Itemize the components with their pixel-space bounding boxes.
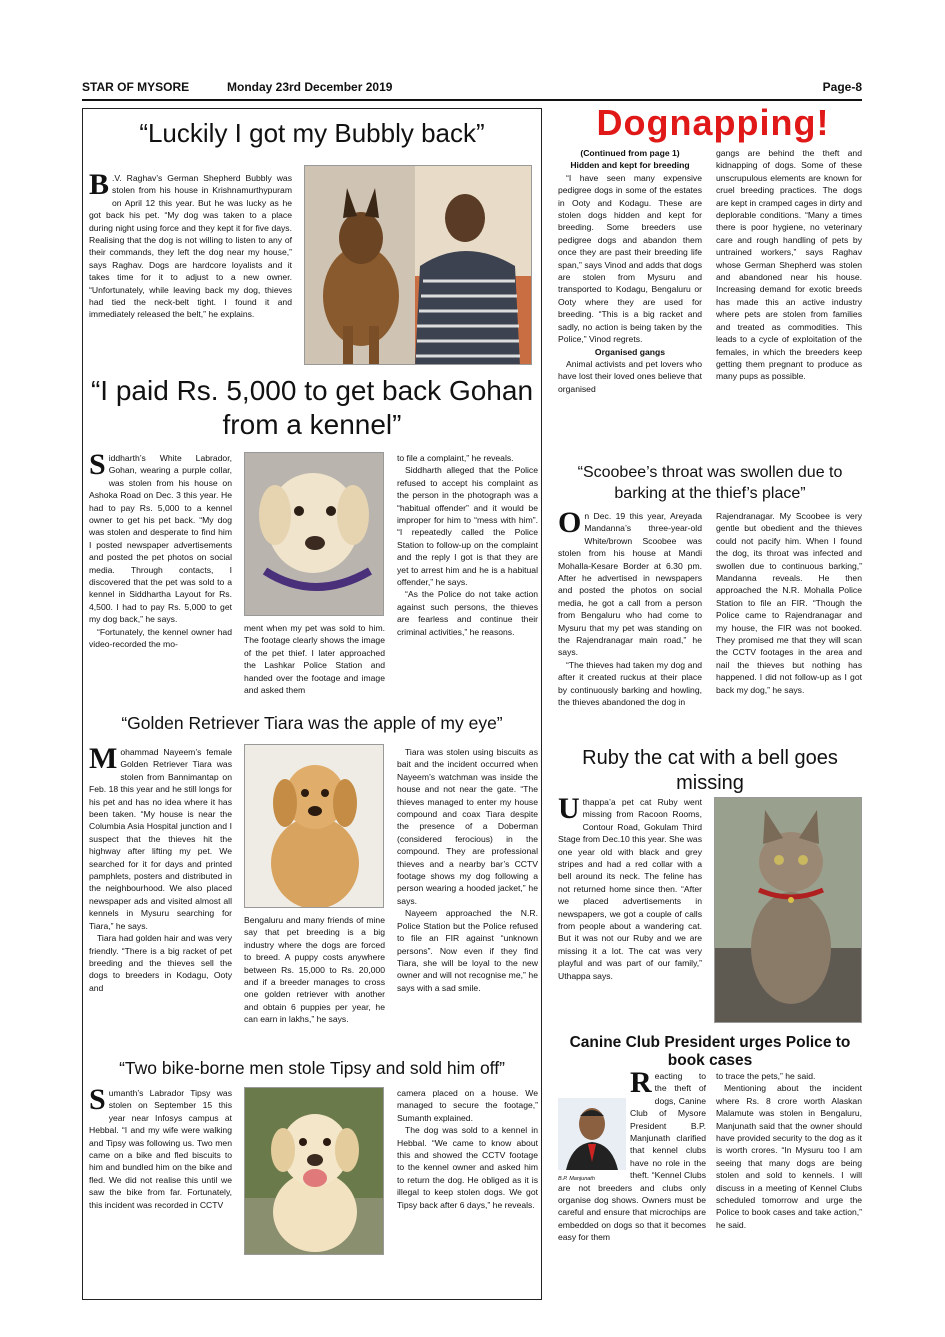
ruby-dropcap: U — [558, 792, 580, 825]
continued-label: (Continued from page 1) — [580, 148, 680, 158]
story2-col3-para3: “As the Police do not take action against such persons, the thieves are fearless and continue their criminal activities,” he reasons. — [397, 589, 538, 637]
story4-col3-para2: The dog was sold to a kennel in Hebbal. “We came to know about this and showed the CCTV footage to the kennel owner and asked him to return the dog. He obliged as it is illegal to keep stolen dogs. We got Tipsy back after 6 days,” he reveals. — [397, 1125, 538, 1210]
story2-col2-text: ment when my pet was sold to him. The footage clearly shows the image of the pet thief. I later approached the Lashkar Police Station and handed over the footage and image and asked them — [244, 623, 385, 696]
dognapping-subhead1: Hidden and kept for breeding — [570, 160, 690, 171]
canine-col2-para1: to trace the pets,” he said. — [716, 1071, 816, 1081]
story3-col1 — [89, 742, 232, 994]
dognapping-col1-para1: “I have seen many expensive pedigree dogs in some of the estates in Ooty and Kodagu. These are stolen dogs hidden and kept for breeding. Some breeders use pedigree dogs and abandon them once they are past their breeding life span,” says Vinod and adds that dogs are stolen from Mysuru and transported to Kodagu, Bengaluru or Ooty where they are used for breeding. “This is a big racket and sadly, no action is being taken by the Police,” Vinod regrets. — [558, 172, 702, 345]
story3-col2-text: Bengaluru and many friends of mine say that pet breeding is a big industry where the dogs are forced to breed. A puppy costs anywhere between Rs. 15,000 to Rs. 20,000 and if a breeder manages to cross one golden retriever with another and obtain 6 puppies per year, he can earn in lakhs,” he says. — [244, 915, 385, 1025]
dognapping-subhead2: Organised gangs — [594, 346, 666, 357]
scoobee-col1-para2: “The thieves had taken my dog and after it created ruckus at their place by continuously barking and howling, the thieves abandoned the dog in — [558, 659, 702, 708]
story4-col3-para1: camera placed on a house. We managed to secure the footage,” Sumanth explained. — [397, 1088, 538, 1123]
story3-col3-para1: Tiara was stolen using biscuits as bait and the incident occurred when Nayeem’s watchman was inside the house and not near the gate. “The thieves managed to enter my house compound and coax Tiara despite the presence of a Doberman (considered ferocious) in the compound. They are professional thieves and a nearby bar’s CCTV footage shows my dog following a person wearing a hooded jacket,” he says. — [397, 747, 538, 906]
masthead-rule — [82, 99, 862, 101]
scoobee-headline: “Scoobee’s throat was swollen due to barking at the thief’s place” — [577, 464, 843, 502]
ruby-text: thappa’a pet cat Ruby went missing from Racoon Rooms, Contour Road, Gokulam Third Stage from Dec.10 this year. She was one year old with black and grey stripes and had a red collar with a bell around its neck. The feline has not returned home since then. “After we placed advertisements in newspapers, we got a couple of calls from people about a wandering cat. But it was not our Ruby and we are missing it a lot. The cat was very playful and was part of our family,” Uthappa says. — [558, 797, 702, 981]
canine-col2 — [716, 1070, 862, 1231]
story2-col2 — [244, 622, 385, 696]
issue-date: Monday 23rd December 2019 — [227, 80, 393, 94]
canine-dropcap: R — [630, 1066, 652, 1099]
story2-col1 — [89, 448, 232, 651]
ruby-cat-photo — [714, 797, 862, 1023]
story2-col1-para2: “Fortunately, the kennel owner had video-recorded the mo- — [89, 626, 232, 650]
dognapping-col1-para2: Animal activists and pet lovers who have lost their loved ones believe that organised — [558, 358, 702, 394]
story1-body — [89, 168, 292, 321]
story3-col1-text: ohammad Nayeem’s female Golden Retriever Tiara was stolen from Bannimantap on Feb. 18 this year and he still longs for his pet and has no idea where it has been taken. “My house is near the Columbia Asia Hospital junction and I suspect that the thieves hit the highway after lifting my pet. We searched for it for days and printed pamphlets, posters and distributed in the neighbourhood. We also placed newspaper ads and visited almost all kennels in Mysuru searching for Tiara,” he says. — [89, 747, 232, 931]
manjunath-photo-wrap — [558, 1098, 626, 1183]
story3-col3 — [397, 746, 538, 994]
story2-dropcap: S — [89, 448, 106, 481]
canine-col2-para2: Mentioning about the incident where Rs. 8 crore worth Alaskan Malamute was stolen in Bengaluru, Manjunath said that the owner should have provided security to the dog as it is worth crores. “In Mysuru too I am seeing that many dogs are being stolen and sold to kennels. I will discuss in a meeting of Kennel Clubs scheduled tomorrow and urge the Police to book cases and take action,” he said. — [716, 1083, 862, 1230]
story3-col1-para2: Tiara had golden hair and was very friendly. “There is a big racket of pet breeding and the thieves sell the dogs to breeders in Kodagu, Ooty and — [89, 933, 232, 993]
canine-headline: Canine Club President urges Police to book cases — [569, 1034, 851, 1069]
story2-headline: “I paid Rs. 5,000 to get back Gohan from a kennel” — [90, 375, 534, 440]
story4-dropcap: S — [89, 1083, 106, 1116]
scoobee-col1-text: n Dec. 19 this year, Areyada Mandanna’s three-year-old White/brown Scoobee was stolen from his house at Mandi Mohalla-Kesare Border at 6.30 pm. After he advertised in newspapers and posted the photos on social media, he got a call from a person from Bengaluru who had come to Mysuru that my pet was standing on the Rajendranagar main road,” he says. — [558, 511, 702, 658]
story3-headline: “Golden Retriever Tiara was the apple of my eye” — [121, 713, 503, 733]
ruby-body — [558, 792, 702, 982]
masthead — [82, 80, 862, 98]
canine-col1-text: eacting to the theft of dogs, Canine Club of Mysore President B.P. Manjunath clarified that kennel clubs have no role in the theft. “Kennel Clubs are not breeders and clubs only organise dog shows. Owners must be careful and ensure that microchips are embedded on dogs so that it becomes easy for them — [558, 1071, 706, 1243]
scoobee-dropcap: O — [558, 506, 582, 539]
story2-col3 — [397, 452, 538, 638]
story3-dropcap: M — [89, 742, 118, 775]
story1-headline: “Luckily I got my Bubbly back” — [139, 118, 485, 148]
story1-dropcap: B — [89, 168, 110, 201]
story4-col3 — [397, 1087, 538, 1211]
story3-col3-para2: Nayeem approached the N.R. Police Station but the Police refused to file an FIR against “unknown persons”. Now even if they find Tiara, she will be loyal to the new owner and will not recognise me,” he says with a sad smile. — [397, 908, 538, 993]
dognapping-col1 — [558, 147, 702, 395]
story1-text: .V. Raghav’s German Shepherd Bubbly was stolen from his house in Krishnamurthypuram on April 12 this year. But he was lucky as he got back his pet. “My dog was taken to a place during night using force and they kept it for five days. Realising that the dog is not willing to listen to any of their commands, they left the dog near my house,” says Raghav. Dogs are hardcore loyalists and it takes time for it to adjust to a new owner. “Unfortunately, while leaving back my dog, thieves had tied the neck-belt tight. I found it and immediately released the belt,” he explains. — [89, 173, 292, 320]
story2-col1-text: iddharth’s White Labrador, Gohan, wearing a purple collar, was stolen from his house on Ashoka Road on Dec. 3 this year. He had to pay Rs. 5,000 to a kennel owner to get his pet back. “My dog was stolen and desperate to find him I posted newspaper advertisements and posted the pet photos on social media. Through contacts, I discovered that the pet was sold to a kennel in Siddhartha Layout for Rs. 4,500. I had to pay Rs. 5,000 to get my dog back,” he says. — [89, 453, 232, 625]
page-number: Page-8 — [822, 80, 862, 94]
ruby-headline: Ruby the cat with a bell goes missing — [582, 747, 838, 794]
gohan-dog-photo — [244, 452, 384, 616]
story4-col1 — [89, 1083, 232, 1211]
story3-col2 — [244, 914, 385, 1026]
dognapping-col2-text: gangs are behind the theft and kidnapping of dogs. Some of these unscrupulous elements are known for cruel breeding practices. The dogs are kept in cramped cages in dirty and deplorable conditions. “Many a times there is poor hygiene, no veterinary care and rough handling of pets by untrained workers,” says Raghav whose German Shepherd was stolen and abandoned near his house. Increasing demand for exotic breeds has made this an active industry where pets are stolen from families and treated as commodities. This leads to a cycle of exploitation of the females, in which the breeders keep getting them pregnant to produce as many pups as possible. — [716, 148, 862, 382]
story2-col3-para2: Siddharth alleged that the Police refused to accept his complaint as the person in the photograph was a “habitual offender” and it would be improper for him to “mess with him”. “I repeatedly called the Police Station to follow-up on the complaint and the reply I got is that they are yet to arrest him and he is a habitual offender,” he says. — [397, 465, 538, 588]
dognapping-title: Dognapping! — [596, 102, 830, 143]
manjunath-caption: B.P. Manjunath — [558, 1176, 595, 1183]
story4-headline: “Two bike-borne men stole Tipsy and sold him off” — [119, 1058, 505, 1078]
dognapping-col2 — [716, 147, 862, 383]
tipsy-dog-photo — [244, 1087, 384, 1255]
canine-col1 — [558, 1066, 706, 1244]
scoobee-col2 — [716, 510, 862, 696]
manjunath-photo — [558, 1098, 626, 1170]
paper-name: STAR OF MYSORE — [82, 80, 190, 94]
tiara-dog-photo — [244, 744, 384, 908]
story2-col3-para1: to file a complaint,” he reveals. — [397, 453, 514, 463]
raghav-dog-photo — [304, 165, 532, 365]
story4-col1-text: umanth’s Labrador Tipsy was stolen on September 15 this year near Infosys campus at Hebbal. “I and my wife were walking and Tipsy was following us. Two men came on a bike and fled biscuits to him and bundled him on the bike and fled. We did not realise this until we saw the bike from far. Fortunately, this incident was recorded in CCTV — [89, 1088, 232, 1210]
scoobee-col2-text: Rajendranagar. My Scoobee is very gentle but obedient and the thieves could not pacify him. When I found the dog, its throat was infected and swollen due to continuous barking,” Mandanna reveals. He then approached the N.R. Mohalla Police Station to file an FIR. “Though the Police came to Rajendranagar and my house, the FIR was not booked. They promised me that they will scan the CCTV footages in the area and nail the thieves but nothing has happened. I did not follow-up as I got back my dog,” he says. — [716, 511, 862, 695]
scoobee-col1 — [558, 506, 702, 709]
